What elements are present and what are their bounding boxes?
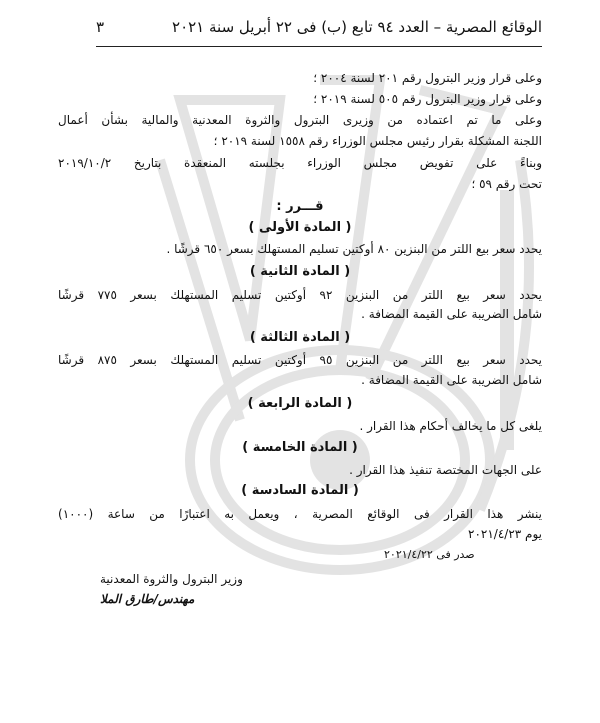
preamble-line: وبناءً على تفويض مجلس الوزراء بجلسته المنعقدة بتاريخ ٢٠١٩/١٠/٢ — [58, 156, 542, 170]
article-text: يحدد سعر بيع اللتر من البنزين ٩٥ أوكتين تسليم المستهلك بسعر ٨٧٥ قرشًا — [58, 353, 542, 367]
article-heading: ( المادة الثالثة ) — [249, 330, 351, 345]
preamble-line: وعلى قرار وزير البترول رقم ٢٠١ لسنة ٢٠٠٤ ؛ — [313, 71, 542, 85]
article-heading: ( المادة الأولى ) — [248, 220, 352, 235]
article-text: شامل الضريبة على القيمة المضافة . — [361, 373, 542, 387]
article-text: ينشر هذا القرار فى الوقائع المصرية ، ويعمل به اعتبارًا من ساعة (١٠٠٠) — [58, 507, 542, 521]
page-number: ٣ — [96, 18, 105, 36]
article-text: يحدد سعر بيع اللتر من البنزين ٩٢ أوكتين تسليم المستهلك بسعر ٧٧٥ قرشًا — [58, 288, 542, 302]
decree-heading: قـــرر : — [276, 199, 324, 214]
signature-name: مهندس/طارق الملا — [100, 592, 195, 606]
article-text: على الجهات المختصة تنفيذ هذا القرار . — [349, 463, 542, 477]
article-text: يحدد سعر بيع اللتر من البنزين ٨٠ أوكتين تسليم المستهلك بسعر ٦٥٠ قرشًا . — [166, 242, 542, 256]
signature-title: وزير البترول والثروة المعدنية — [100, 572, 243, 586]
preamble-line: تحت رقم ٥٩ ؛ — [471, 177, 542, 191]
header-title: الوقائع المصرية – العدد ٩٤ تابع (ب) فى ٢٢ أبريل سنة ٢٠٢١ — [172, 18, 542, 36]
issue-date: صدر فى ٢٠٢١/٤/٢٢ — [384, 548, 475, 561]
page-header — [96, 18, 542, 47]
article-text: يلغى كل ما يخالف أحكام هذا القرار . — [359, 419, 542, 433]
preamble-line: وعلى ما تم اعتماده من وزيرى البترول والثروة المعدنية والمالية بشأن أعمال — [58, 113, 542, 127]
preamble-line: وعلى قرار وزير البترول رقم ٥٠٥ لسنة ٢٠١٩ ؛ — [313, 92, 542, 106]
article-heading: ( المادة الخامسة ) — [242, 440, 358, 455]
preamble-line: اللجنة المشكلة بقرار رئيس مجلس الوزراء رقم ١٥٥٨ لسنة ٢٠١٩ ؛ — [213, 134, 542, 148]
article-heading: ( المادة الثانية ) — [249, 264, 351, 279]
article-heading: ( المادة الرابعة ) — [247, 396, 353, 411]
article-text: يوم ٢٠٢١/٤/٢٣ — [468, 527, 542, 541]
article-text: شامل الضريبة على القيمة المضافة . — [361, 307, 542, 321]
article-heading: ( المادة السادسة ) — [241, 483, 359, 498]
